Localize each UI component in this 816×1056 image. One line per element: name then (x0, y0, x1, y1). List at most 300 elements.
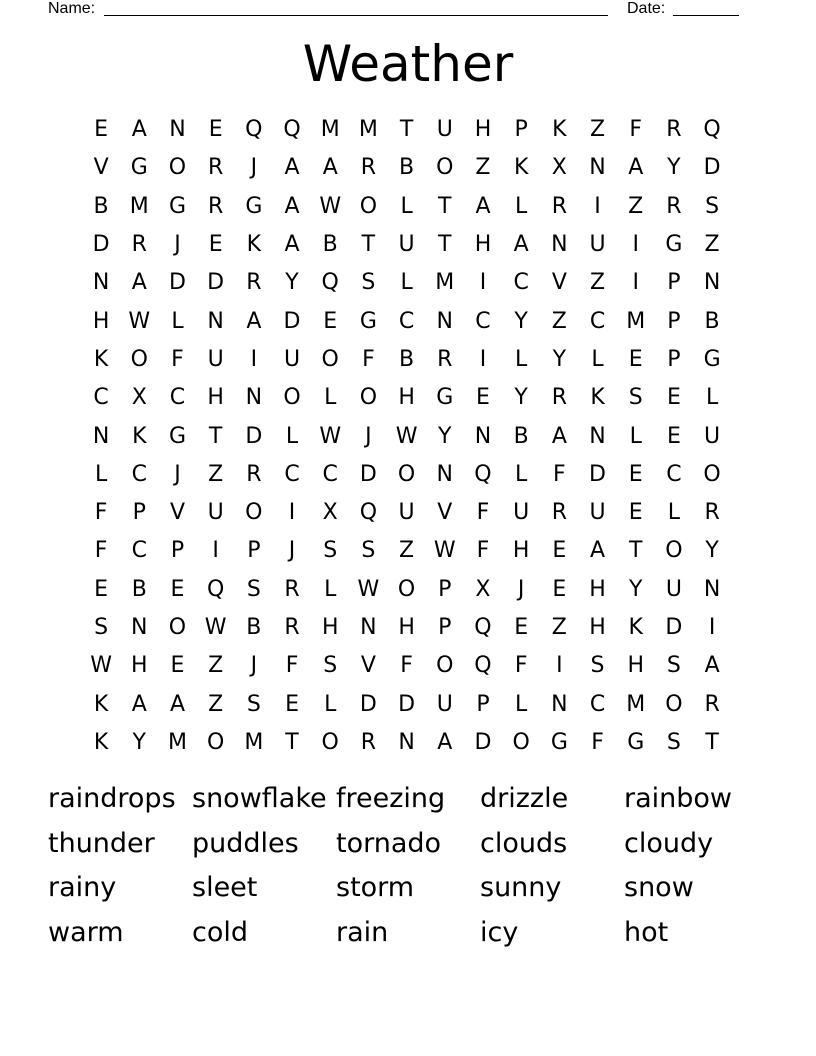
grid-letter[interactable]: A (169, 691, 185, 717)
grid-letter[interactable]: O (436, 653, 454, 679)
grid-letter[interactable]: O (359, 385, 378, 411)
grid-letter[interactable]: X (322, 500, 338, 526)
grid-letter[interactable]: Y (552, 346, 567, 372)
grid-letter[interactable]: O (168, 615, 187, 640)
grid-letter[interactable]: J (174, 461, 181, 487)
grid-letter[interactable]: L (705, 385, 719, 411)
word-list-item: storm (336, 872, 415, 904)
grid-letter[interactable]: N (92, 270, 110, 296)
grid-letter[interactable]: H (207, 385, 224, 411)
grid-letter[interactable]: T (361, 232, 376, 258)
grid-letter[interactable]: G (168, 423, 186, 449)
grid-letter[interactable]: K (513, 155, 529, 181)
grid-letter[interactable]: Q (474, 615, 492, 640)
grid-letter[interactable]: O (665, 538, 683, 564)
grid-letter[interactable]: S (590, 653, 605, 679)
grid-letter[interactable]: Z (475, 155, 491, 181)
grid-letter[interactable]: E (170, 576, 185, 602)
grid-letter[interactable]: G (550, 729, 568, 755)
grid-letter[interactable]: S (246, 691, 261, 717)
grid-letter[interactable]: F (94, 538, 108, 564)
grid-letter[interactable]: T (208, 423, 223, 449)
grid-letter[interactable]: D (92, 232, 110, 258)
grid-letter[interactable]: V (360, 653, 376, 679)
grid-letter[interactable]: R (208, 155, 224, 181)
word-list-item: puddles (192, 827, 299, 859)
grid-letter[interactable]: E (476, 385, 490, 411)
grid-letter[interactable]: J (174, 232, 181, 258)
grid-letter[interactable]: W (357, 576, 380, 602)
grid-letter[interactable]: G (627, 729, 645, 755)
grid-letter[interactable]: U (207, 346, 224, 372)
grid-letter[interactable]: U (665, 576, 682, 602)
grid-letter[interactable]: K (246, 232, 262, 258)
grid-letter[interactable]: N (474, 423, 492, 449)
grid-letter[interactable]: K (93, 729, 109, 755)
grid-letter[interactable]: A (322, 155, 338, 181)
grid-letter[interactable]: F (362, 346, 375, 372)
word-list-item: drizzle (480, 783, 569, 814)
grid-letter[interactable]: P (247, 538, 261, 564)
grid-letter[interactable]: N (360, 615, 377, 640)
grid-letter[interactable]: J (250, 653, 258, 679)
grid-letter[interactable]: U (207, 500, 224, 526)
grid-letter[interactable]: B (513, 423, 529, 449)
grid-letter[interactable]: I (632, 232, 639, 258)
grid-letter[interactable]: C (131, 461, 147, 487)
grid-letter[interactable]: E (552, 576, 567, 602)
grid-letter[interactable]: O (436, 155, 454, 181)
grid-letter[interactable]: A (513, 232, 529, 258)
grid-letter[interactable]: K (93, 346, 109, 372)
grid-letter[interactable]: Y (132, 729, 146, 755)
grid-letter[interactable]: F (285, 653, 299, 679)
grid-letter[interactable]: Y (705, 538, 719, 564)
grid-letter[interactable]: Z (551, 615, 567, 640)
grid-letter[interactable]: O (359, 193, 378, 219)
grid-letter[interactable]: O (168, 155, 187, 181)
grid-letter[interactable]: J (517, 576, 525, 602)
grid-letter[interactable]: Q (474, 461, 492, 487)
grid-letter[interactable]: L (400, 270, 413, 296)
grid-letter[interactable]: V (437, 500, 453, 526)
grid-letter[interactable]: U (436, 691, 453, 717)
grid-letter[interactable]: W (319, 423, 342, 449)
grid-letter[interactable]: S (628, 385, 643, 411)
grid-letter[interactable]: L (324, 385, 337, 411)
grid-letter[interactable]: A (704, 653, 720, 679)
grid-letter[interactable]: S (361, 270, 376, 296)
grid-letter[interactable]: J (365, 423, 372, 449)
grid-letter[interactable]: L (667, 500, 681, 526)
grid-letter[interactable]: X (475, 576, 491, 602)
grid-letter[interactable]: F (171, 346, 184, 372)
grid-letter[interactable]: L (515, 193, 528, 219)
grid-letter[interactable]: X (131, 385, 147, 411)
grid-letter[interactable]: M (358, 117, 378, 143)
grid-letter[interactable]: B (399, 346, 415, 372)
grid-letter[interactable]: N (703, 270, 721, 296)
grid-letter[interactable]: A (628, 155, 644, 181)
grid-letter[interactable]: M (167, 729, 187, 755)
grid-letter[interactable]: R (246, 461, 262, 487)
grid-letter[interactable]: U (283, 346, 301, 372)
grid-letter[interactable]: B (93, 193, 109, 219)
grid-letter[interactable]: I (632, 270, 639, 296)
grid-letter[interactable]: O (397, 461, 416, 487)
grid-letter[interactable]: N (131, 615, 148, 640)
grid-letter[interactable]: S (323, 653, 338, 679)
grid-letter[interactable]: I (479, 270, 487, 296)
grid-letter[interactable]: U (704, 423, 721, 449)
grid-letter[interactable]: H (398, 385, 415, 411)
grid-letter[interactable]: T (705, 729, 719, 755)
grid-letter[interactable]: E (666, 385, 681, 411)
grid-letter[interactable]: A (475, 193, 491, 219)
grid-letter[interactable]: M (626, 308, 646, 334)
grid-letter[interactable]: U (398, 232, 415, 258)
grid-letter[interactable]: R (246, 270, 262, 296)
grid-letter[interactable]: L (515, 691, 528, 717)
grid-letter[interactable]: A (551, 423, 567, 449)
grid-letter[interactable]: N (551, 232, 568, 258)
grid-letter[interactable]: D (168, 270, 186, 296)
grid-letter[interactable]: I (212, 538, 219, 564)
grid-letter[interactable]: B (322, 232, 338, 258)
grid-letter[interactable]: V (169, 500, 185, 526)
grid-letter[interactable]: C (589, 308, 606, 334)
grid-letter[interactable]: Y (285, 270, 299, 296)
grid-letter[interactable]: F (591, 729, 604, 755)
grid-letter[interactable]: E (628, 500, 643, 526)
grid-letter[interactable]: C (131, 538, 147, 564)
grid-letter[interactable]: F (476, 500, 490, 526)
grid-letter[interactable]: W (128, 308, 151, 334)
grid-letter[interactable]: F (476, 538, 490, 564)
grid-letter[interactable]: H (589, 576, 606, 602)
grid-letter[interactable]: E (94, 117, 109, 143)
grid-letter[interactable]: T (438, 232, 452, 258)
grid-letter[interactable]: V (93, 155, 109, 181)
grid-letter[interactable]: P (132, 500, 146, 526)
grid-letter[interactable]: B (131, 576, 147, 602)
grid-letter[interactable]: A (590, 538, 606, 564)
grid-letter[interactable]: C (589, 691, 606, 717)
grid-letter[interactable]: W (395, 423, 418, 449)
grid-letter[interactable]: Z (551, 308, 567, 334)
grid-letter[interactable]: I (250, 346, 258, 372)
grid-letter[interactable]: W (433, 538, 456, 564)
grid-letter[interactable]: D (589, 461, 606, 487)
date-write-line[interactable] (673, 15, 739, 16)
grid-letter[interactable]: C (475, 308, 491, 334)
grid-letter[interactable]: A (284, 232, 300, 258)
grid-letter[interactable]: D (359, 461, 377, 487)
word-list-item: icy (480, 917, 519, 949)
grid-letter[interactable]: X (551, 155, 567, 181)
grid-letter[interactable]: R (551, 385, 567, 411)
grid-letter[interactable]: E (285, 691, 299, 717)
grid-letter[interactable]: J (288, 538, 296, 564)
grid-letter[interactable]: C (398, 308, 415, 334)
grid-letter[interactable]: R (284, 615, 300, 640)
grid-letter[interactable]: L (515, 461, 528, 487)
grid-letter[interactable]: K (552, 117, 567, 143)
grid-letter[interactable]: O (130, 346, 148, 372)
grid-letter[interactable]: U (436, 117, 453, 143)
grid-letter[interactable]: J (250, 155, 258, 181)
grid-letter[interactable]: W (90, 653, 112, 679)
grid-letter[interactable]: W (319, 193, 342, 219)
grid-letter[interactable]: P (438, 576, 452, 602)
grid-letter[interactable]: L (629, 423, 642, 449)
grid-letter[interactable]: O (206, 729, 225, 755)
grid-letter[interactable]: B (246, 615, 262, 640)
grid-letter[interactable]: Y (667, 155, 681, 181)
grid-letter[interactable]: O (321, 729, 339, 755)
grid-letter[interactable]: I (708, 615, 716, 640)
grid-letter[interactable]: H (589, 615, 606, 640)
grid-letter[interactable]: L (400, 193, 413, 219)
grid-letter[interactable]: B (704, 308, 720, 334)
grid-letter[interactable]: S (323, 538, 338, 564)
grid-letter[interactable]: F (514, 653, 528, 679)
grid-letter[interactable]: L (515, 346, 528, 372)
grid-letter[interactable]: R (704, 500, 720, 526)
grid-letter[interactable]: Q (703, 117, 721, 143)
word-list-item: tornado (336, 827, 442, 859)
grid-letter[interactable]: E (323, 308, 338, 334)
grid-letter[interactable]: N (92, 423, 110, 449)
grid-letter[interactable]: G (436, 385, 454, 411)
grid-letter[interactable]: Q (474, 653, 492, 679)
grid-letter[interactable]: A (284, 155, 300, 181)
grid-letter[interactable]: P (476, 691, 490, 717)
grid-letter[interactable]: P (170, 538, 185, 564)
grid-letter[interactable]: R (666, 117, 682, 143)
grid-letter[interactable]: N (589, 423, 606, 449)
grid-letter[interactable]: K (628, 615, 643, 640)
grid-letter[interactable]: G (703, 346, 721, 372)
grid-letter[interactable]: K (93, 691, 109, 717)
grid-letter[interactable]: I (479, 346, 487, 372)
grid-letter[interactable]: Q (321, 270, 339, 296)
grid-letter[interactable]: K (132, 423, 147, 449)
grid-letter[interactable]: N (703, 576, 721, 602)
grid-letter[interactable]: E (666, 423, 681, 449)
grid-letter[interactable]: Q (283, 117, 301, 143)
grid-letter[interactable]: R (666, 193, 682, 219)
grid-letter[interactable]: Z (208, 461, 224, 487)
grid-letter[interactable]: Q (359, 500, 378, 526)
grid-letter[interactable]: D (665, 615, 683, 640)
grid-letter[interactable]: O (665, 691, 683, 717)
grid-letter[interactable]: D (474, 729, 492, 755)
grid-letter[interactable]: C (169, 385, 186, 411)
grid-letter[interactable]: U (398, 500, 415, 526)
grid-letter[interactable]: P (514, 117, 528, 143)
grid-letter[interactable]: R (360, 729, 377, 755)
grid-letter[interactable]: I (556, 653, 563, 679)
grid-letter[interactable]: A (284, 193, 300, 219)
grid-letter[interactable]: S (246, 576, 261, 602)
grid-letter[interactable]: L (171, 308, 184, 334)
grid-letter[interactable]: W (204, 615, 227, 640)
grid-letter[interactable]: R (551, 500, 567, 526)
grid-letter[interactable]: M (435, 270, 455, 296)
grid-letter[interactable]: E (514, 615, 529, 640)
grid-letter[interactable]: G (665, 232, 683, 258)
grid-letter[interactable]: E (94, 576, 109, 602)
grid-letter[interactable]: D (398, 691, 416, 717)
grid-letter[interactable]: L (324, 691, 337, 717)
grid-letter[interactable]: O (283, 385, 301, 411)
grid-letter[interactable]: D (245, 423, 263, 449)
grid-letter[interactable]: F (94, 500, 108, 526)
grid-letter[interactable]: G (130, 155, 148, 181)
grid-letter[interactable]: E (170, 653, 185, 679)
grid-letter[interactable]: O (703, 461, 721, 487)
grid-letter[interactable]: N (436, 308, 454, 334)
grid-letter[interactable]: M (244, 729, 264, 755)
grid-letter[interactable]: G (359, 308, 377, 334)
grid-letter[interactable]: E (628, 346, 643, 372)
grid-letter[interactable]: A (131, 117, 147, 143)
grid-letter[interactable]: A (437, 729, 453, 755)
grid-letter[interactable]: N (207, 308, 224, 334)
grid-letter[interactable]: N (589, 155, 606, 181)
grid-letter[interactable]: C (284, 461, 300, 487)
grid-letter[interactable]: F (629, 117, 643, 143)
grid-letter[interactable]: H (627, 653, 644, 679)
grid-letter[interactable]: Y (514, 308, 528, 334)
grid-letter[interactable]: P (438, 615, 452, 640)
grid-letter[interactable]: P (667, 308, 681, 334)
grid-letter[interactable]: T (399, 117, 414, 143)
grid-letter[interactable]: D (703, 155, 721, 181)
grid-letter[interactable]: Z (208, 653, 224, 679)
grid-letter[interactable]: C (513, 270, 529, 296)
grid-letter[interactable]: U (589, 232, 606, 258)
grid-letter[interactable]: S (666, 729, 681, 755)
grid-letter[interactable]: Z (589, 270, 606, 296)
grid-letter[interactable]: C (666, 461, 682, 487)
grid-letter[interactable]: C (93, 385, 109, 411)
grid-letter[interactable]: I (288, 500, 296, 526)
grid-letter[interactable]: L (591, 346, 604, 372)
letter-grid (82, 111, 731, 762)
grid-letter[interactable]: D (359, 691, 377, 717)
grid-letter[interactable]: H (512, 538, 530, 564)
grid-letter[interactable]: L (94, 461, 108, 487)
grid-letter[interactable]: T (438, 193, 452, 219)
grid-letter[interactable]: Y (514, 385, 528, 411)
grid-letter[interactable]: M (626, 691, 646, 717)
grid-letter[interactable]: Q (206, 576, 225, 602)
grid-letter[interactable]: N (169, 117, 186, 143)
grid-letter[interactable]: N (245, 385, 263, 411)
grid-letter[interactable]: R (131, 232, 147, 258)
grid-letter[interactable]: Z (628, 193, 644, 219)
grid-letter[interactable]: R (208, 193, 224, 219)
grid-letter[interactable]: M (320, 117, 340, 143)
word-list-item: snowflake (192, 783, 327, 814)
grid-letter[interactable]: A (131, 270, 147, 296)
grid-letter[interactable]: A (246, 308, 262, 334)
grid-letter[interactable]: L (324, 576, 337, 602)
grid-letter[interactable]: O (245, 500, 263, 526)
name-write-line[interactable] (104, 15, 608, 16)
grid-letter[interactable]: H (474, 232, 492, 258)
grid-letter[interactable]: Q (245, 117, 263, 143)
word-list (48, 777, 768, 956)
grid-letter[interactable]: S (361, 538, 376, 564)
grid-letter[interactable]: E (208, 117, 223, 143)
grid-letter[interactable]: F (400, 653, 413, 679)
grid-letter[interactable]: B (399, 155, 415, 181)
grid-letter[interactable]: R (437, 346, 453, 372)
grid-letter[interactable]: O (397, 576, 416, 602)
grid-letter[interactable]: Z (589, 117, 606, 143)
grid-letter[interactable]: O (321, 346, 339, 372)
word-list-item: cloudy (624, 827, 714, 859)
grid-letter[interactable]: F (553, 461, 566, 487)
grid-letter[interactable]: O (512, 729, 530, 755)
grid-letter[interactable]: N (551, 691, 568, 717)
grid-letter[interactable]: P (667, 346, 681, 372)
grid-letter[interactable]: U (513, 500, 530, 526)
grid-letter[interactable]: C (322, 461, 338, 487)
grid-letter[interactable]: G (245, 193, 263, 219)
grid-letter[interactable]: S (666, 653, 681, 679)
grid-letter[interactable]: N (436, 461, 454, 487)
grid-letter[interactable]: Z (704, 232, 720, 258)
grid-letter[interactable]: Y (438, 423, 452, 449)
grid-letter[interactable]: Z (399, 538, 415, 564)
grid-letter[interactable]: R (360, 155, 377, 181)
grid-letter[interactable]: T (285, 729, 299, 755)
grid-letter[interactable]: N (398, 729, 415, 755)
grid-letter[interactable]: V (551, 270, 567, 296)
grid-letter[interactable]: E (628, 461, 643, 487)
grid-letter[interactable]: R (551, 193, 567, 219)
grid-letter[interactable]: K (590, 385, 605, 411)
grid-letter[interactable]: H (92, 308, 110, 334)
grid-letter[interactable]: S (94, 615, 109, 640)
grid-letter[interactable]: A (131, 691, 147, 717)
grid-letter[interactable]: L (285, 423, 299, 449)
grid-letter[interactable]: R (704, 691, 720, 717)
grid-letter[interactable]: D (283, 308, 301, 334)
grid-letter[interactable]: S (705, 193, 720, 219)
grid-letter[interactable]: U (589, 500, 606, 526)
grid-letter[interactable]: Z (208, 691, 224, 717)
grid-letter[interactable]: E (552, 538, 567, 564)
grid-letter[interactable]: P (667, 270, 681, 296)
grid-letter[interactable]: I (594, 193, 601, 219)
grid-letter[interactable]: Y (628, 576, 643, 602)
grid-letter[interactable]: R (284, 576, 300, 602)
grid-letter[interactable]: H (131, 653, 148, 679)
grid-letter[interactable]: E (208, 232, 223, 258)
grid-letter[interactable]: H (474, 117, 492, 143)
grid-letter[interactable]: M (129, 193, 149, 219)
grid-letter[interactable]: T (628, 538, 643, 564)
grid-letter[interactable]: G (168, 193, 186, 219)
grid-letter[interactable]: H (398, 615, 415, 640)
grid-letter[interactable]: D (207, 270, 225, 296)
grid-letter[interactable]: H (321, 615, 339, 640)
